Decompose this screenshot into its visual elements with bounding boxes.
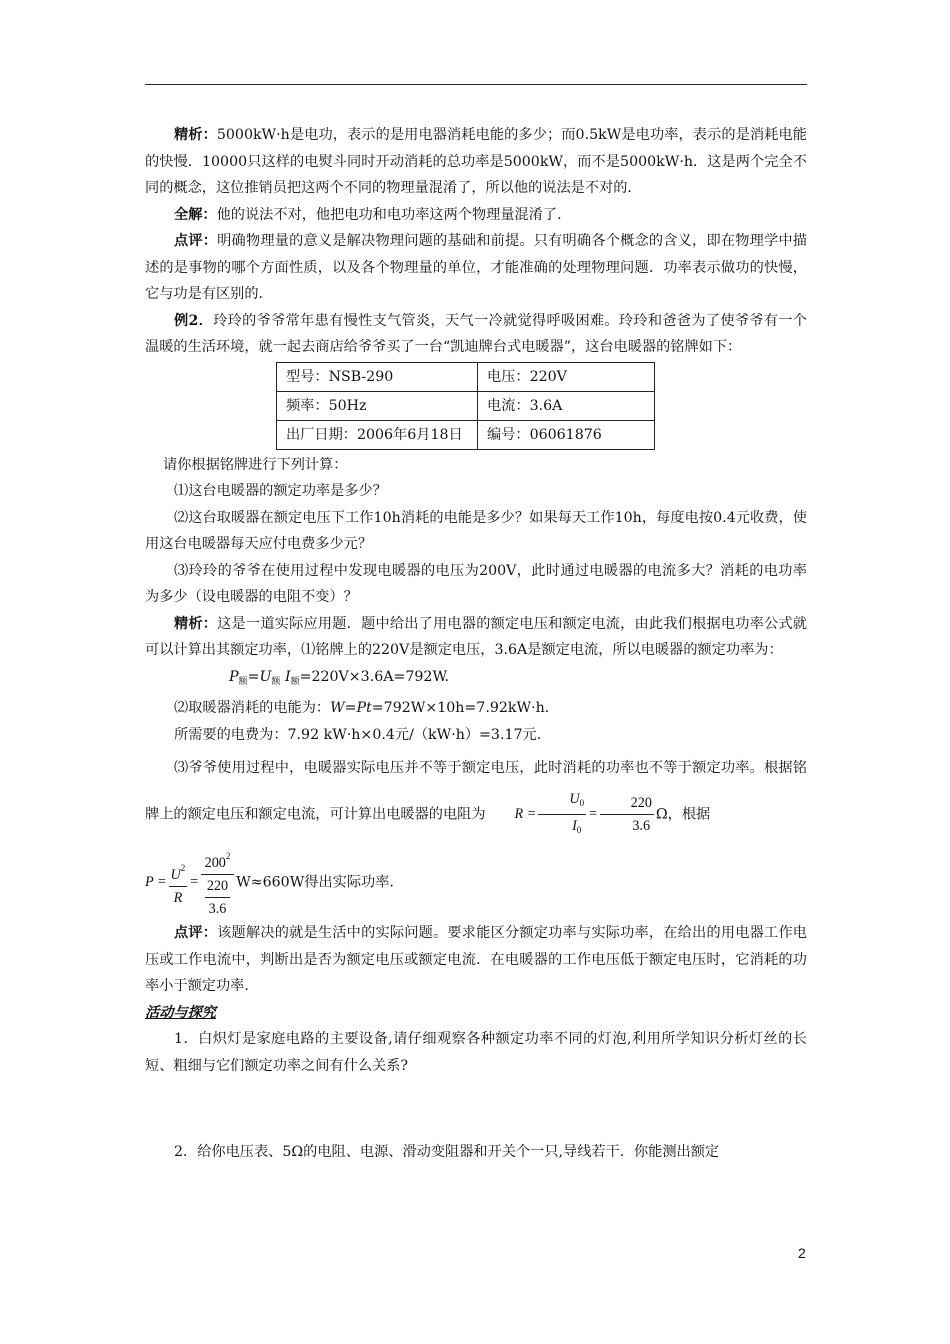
questions-intro: 请你根据铭牌进行下列计算：: [163, 456, 348, 473]
fraction-numerator: [201, 845, 234, 875]
analysis-paragraph-2: [145, 611, 807, 664]
analysis-paragraph-1: [145, 122, 807, 202]
table-row: [277, 391, 655, 420]
formula-subscript: 0: [576, 825, 582, 835]
solution-paragraph: [145, 202, 807, 229]
page-number: 2: [798, 1245, 806, 1261]
formula-subscript: 额: [290, 676, 300, 687]
formula-lhs: R =: [514, 805, 537, 822]
cost-line: 所需要的电费为：7.92 kW·h×0.4元/（kW·h）=3.17元．: [174, 726, 551, 743]
page-content: [145, 122, 807, 1166]
formula-subscript: 额: [271, 676, 281, 687]
energy-result: =792W×10h=7.92kW·h.: [371, 700, 550, 716]
comment-text: 明确物理量的意义是解决物理问题的基础和前提。只有明确各个概念的含义，即在物理学中描述的是事物的哪个方面性质，以及各个物理量的单位，才能准确的处理物理问题．功率表示做功的快慢，它与功是有区别的．: [145, 233, 807, 302]
fraction: [169, 857, 188, 909]
fraction-numerator: 220: [600, 792, 654, 815]
resistance-paragraph: [145, 748, 807, 841]
formula-superscript: 2: [225, 851, 231, 861]
actual-power-formula: [145, 845, 807, 920]
analysis-text: 这是一道实际应用题．题中给出了用电器的额定电压和额定电流，由此我们根据电功率公式就可以计算出其额定功率，⑴铭牌上的220V是额定电压，3.6A是额定电流，所以电暖器的额定功率为：: [145, 615, 807, 658]
formula-superscript: 2: [180, 862, 186, 873]
formula-symbol-u: U: [170, 866, 181, 883]
comment-paragraph-2: [145, 920, 807, 1000]
formula-symbol-p: P: [229, 668, 239, 685]
question-2: ⑵这台取暖器在额定电压下工作10h消耗的电能是多少？如果每天工作10h，每度电按0.4元收费，使用这台电暖器每天应付电费多少元？: [145, 509, 807, 552]
rated-power-formula: [145, 664, 807, 696]
fraction-numerator: [538, 788, 586, 815]
table-cell: 电流：3.6A: [478, 391, 655, 420]
energy-label: ⑵取暖器消耗的电能为：: [174, 700, 331, 716]
activity-heading: 活动与探究: [145, 1004, 216, 1021]
table-row: [277, 420, 655, 449]
power-after: W≈660W得出实际功率.: [236, 874, 394, 891]
comment-text: 该题解决的就是生活中的实际问题。要求能区分额定功率与实际功率，在给出的用电器工作电压或工作电流中，判断出是否为额定电压或额定电流．在电暖器的工作电压低于额定电压时，它消耗的功率小于额定功率.: [145, 925, 807, 994]
fraction: [538, 788, 586, 841]
answer-space: [145, 1109, 807, 1139]
formula-lhs: P =: [145, 873, 167, 890]
formula-symbol-r: R: [173, 889, 183, 906]
resistance-after: Ω，根据: [655, 806, 711, 823]
resistance-formula: [486, 788, 656, 841]
formula-equals: =: [588, 805, 598, 822]
question-1: ⑴这台电暖器的额定功率是多少？: [174, 483, 387, 499]
formula-result: =220V×3.6A=792W.: [299, 668, 450, 685]
fraction: [600, 792, 654, 837]
table-cell: 电压：220V: [478, 362, 655, 391]
answer-space: [145, 1079, 807, 1109]
fraction-numerator: 220: [205, 875, 230, 898]
fraction-numerator: [169, 857, 188, 887]
table-cell: 编号：06061876: [478, 420, 655, 449]
nested-fraction: [205, 875, 230, 920]
comment-label: 点评：: [174, 925, 218, 941]
formula-symbol-i: I: [284, 668, 291, 685]
question-3: ⑶玲玲的爷爷在使用过程中发现电暖器的电压为200V，此时通过电暖器的电流多大？消耗的电功率为多少（设电暖器的电阻不变）？: [145, 562, 807, 605]
table-row: [277, 362, 655, 391]
resistance-text: ⑶爷爷使用过程中，电暖器实际电压并不等于额定电压，此时消耗的功率也不等于额定功率。根据铭牌上的额定电压和额定电流，可计算出电暖器的电阻为: [145, 760, 807, 823]
analysis-label: 精析：: [174, 615, 218, 632]
header-rule: [145, 84, 807, 85]
fraction-denominator: [201, 875, 234, 920]
energy-formula: W=Pt: [330, 700, 372, 716]
analysis-label: 精析：: [174, 127, 217, 143]
formula-symbol-i: I: [572, 818, 577, 834]
solution-text: 他的说法不对，他把电功和电功率这两个物理量混淆了．: [216, 206, 572, 223]
example-2-paragraph: [145, 308, 807, 361]
table-cell: 出厂日期：2006年6月18日: [277, 420, 478, 449]
example-label: 例2．: [174, 312, 214, 329]
formula-subscript: 额: [238, 676, 248, 687]
nameplate-table: [276, 362, 655, 450]
activity-item-2: 2．给你电压表、5Ω的电阻、电源、滑动变阻器和开关个一只,导线若干．你能测出额定: [174, 1144, 720, 1160]
formula-equals: =: [247, 668, 260, 685]
solution-label: 全解：: [174, 206, 217, 223]
fraction-denominator: 3.6: [208, 901, 227, 917]
fraction-denominator: 3.6: [632, 818, 651, 834]
power-formula: [145, 845, 236, 920]
example-text: 玲玲的爷爷常年患有慢性支气管炎，天气一冷就觉得呼吸困难。玲玲和爸爸为了使爷爷有一个温暖的生活环境，就一起去商店给爷爷买了一台“凯迪牌台式电暖器”，这台电暖器的铭牌如下：: [145, 312, 807, 355]
table-cell: 频率：50Hz: [277, 391, 478, 420]
table-cell: 型号：NSB-290: [277, 362, 478, 391]
fraction-denominator: [169, 887, 188, 909]
formula-symbol-u: U: [569, 791, 580, 807]
analysis-text: 5000kW·h是电功，表示的是用电器消耗电能的多少；而0.5kW是电功率，表示的是消耗电能的快慢．10000只这样的电熨斗同时开动消耗的总功率是5000kW，而不是5000kW·h．这是两个完全不同的概念，这位推销员把这两个不同的物理量混淆了，所以他的说法是不对的．: [145, 127, 807, 196]
formula-number: 200: [204, 855, 226, 871]
comment-label: 点评：: [174, 233, 218, 249]
energy-line: [145, 695, 807, 722]
fraction: [201, 845, 234, 920]
comment-paragraph-1: [145, 228, 807, 308]
fraction-denominator: [538, 815, 586, 841]
formula-subscript: 0: [579, 798, 585, 808]
activity-item-1: 1．白炽灯是家庭电路的主要设备,请仔细观察各种额定功率不同的灯泡,利用所学知识分析灯丝的长短、粗细与它们额定功率之间有什么关系?: [145, 1031, 807, 1074]
formula-equals: =: [189, 873, 199, 890]
formula-symbol-u: U: [259, 668, 272, 685]
